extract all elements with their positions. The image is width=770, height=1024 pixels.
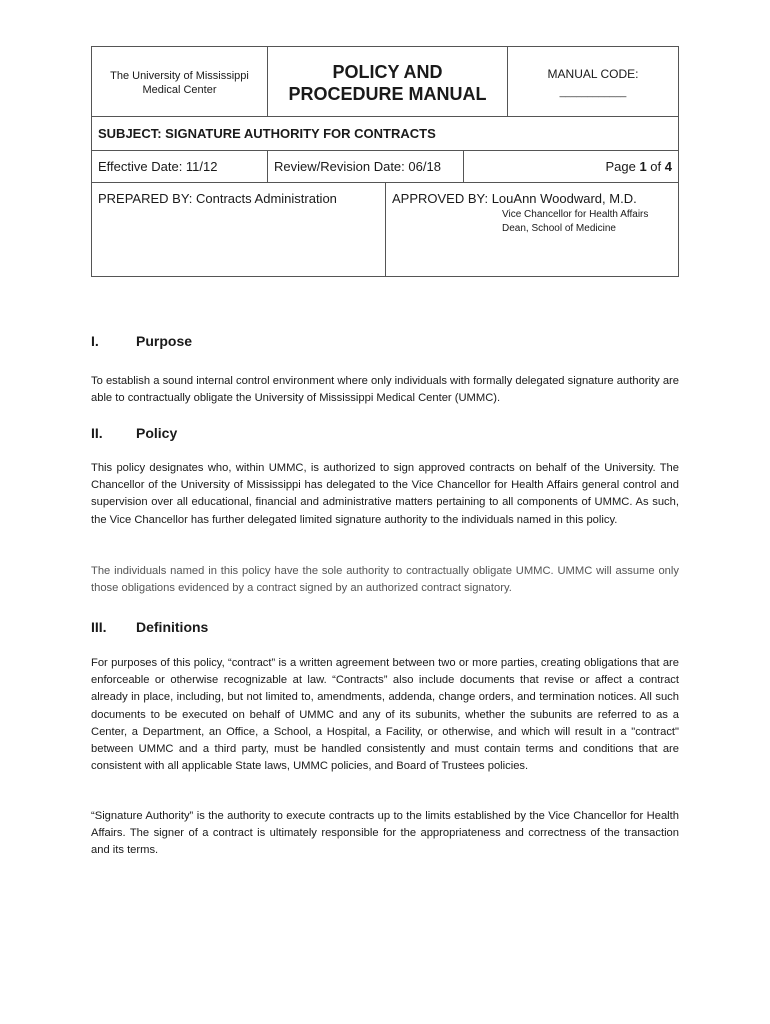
policy-paragraph-1: This policy designates who, within UMMC, is authorized to sign approved contracts on behalf of the University. The Chancellor of the University of Mississippi has delegated to the Vice Chancellor for Health Affairs general control and supervision over all educational, financial and administrative matters pertaining to all components of UMMC. As such, the Vice Chancellor has further delegated limited signature authority to the individuals named in this policy. [91, 462, 679, 526]
university-name [92, 47, 267, 116]
section-heading-definitions [91, 619, 208, 635]
purpose-paragraph: To establish a sound internal control environment where only individuals with formally delegated signature authority are able to contractually obligate the University of Mississippi Medical Center (UMMC). [91, 375, 679, 405]
approved-by: APPROVED BY: LouAnn Woodward, M.D. [392, 191, 637, 206]
manual-code [507, 47, 678, 116]
page-prefix: Page [605, 159, 640, 174]
approver-title-2: Dean, School of Medicine [502, 223, 616, 234]
page-current: 1 [639, 159, 647, 174]
subject-line: SUBJECT: SIGNATURE AUTHORITY FOR CONTRACTS [98, 126, 436, 141]
definitions-paragraph-1: For purposes of this policy, “contract” is a written agreement between two or more parties, creating obligations that are enforceable or otherwise recognizable at law. “Contracts” also include documents that revise or affect a contract already in place, including, but not limited to, amendments, addenda, change orders, and termination notices. All such documents to be executed on behalf of UMMC and any of its subunits, whether the subunits are referred to as a Center, a Department, an Office, a School, a Hospital, a Facility, or otherwise, and which will result in a "contract" between UMMC and a third party, must be handled consistently and must contain terms and conditions that are consistent with all applicable State laws, UMMC policies, and Board of Trustees policies. [91, 657, 679, 773]
section-heading-purpose [91, 333, 192, 349]
title-line-2: PROCEDURE MANUAL [288, 84, 487, 104]
medical-center-line: Medical Center [142, 84, 217, 96]
section-number: I. [91, 333, 99, 349]
policy-paragraph-2: The individuals named in this policy have the sole authority to contractually obligate UMMC. UMMC will assume only those obligations evidenced by a contract signed by an authorized contract signatory. [91, 565, 679, 595]
university-line: The University of Mississippi [110, 70, 249, 82]
page-of: of [646, 159, 665, 174]
section-number: III. [91, 619, 107, 635]
page-total: 4 [664, 159, 672, 174]
section-number: II. [91, 425, 103, 441]
effective-date: Effective Date: 11/12 [98, 159, 218, 174]
section-title: Policy [136, 425, 178, 441]
section-title: Purpose [136, 333, 193, 349]
section-title: Definitions [136, 619, 209, 635]
header-row-title [92, 47, 678, 117]
manual-code-value: ____________ [559, 87, 627, 98]
policy-header-table [91, 46, 679, 277]
title-line-1: POLICY AND [332, 62, 443, 82]
definitions-paragraph-2: “Signature Authority” is the authority to execute contracts up to the limits established by the Vice Chancellor for Health Affairs. The signer of a contract is ultimately responsible for the appropriateness and correctness of the transaction and its terms. [91, 810, 679, 857]
manual-title [267, 47, 507, 116]
header-row-dates [92, 151, 678, 183]
review-date: Review/Revision Date: 06/18 [267, 151, 463, 182]
page-number [463, 151, 678, 182]
approver-title-1: Vice Chancellor for Health Affairs [502, 209, 649, 220]
manual-code-label: MANUAL CODE: [547, 67, 639, 81]
prepared-by: PREPARED BY: Contracts Administration [98, 191, 337, 206]
approved-by-cell [385, 183, 678, 276]
section-heading-policy [91, 425, 177, 441]
header-row-subject [92, 117, 678, 151]
header-row-approvals [92, 183, 678, 276]
